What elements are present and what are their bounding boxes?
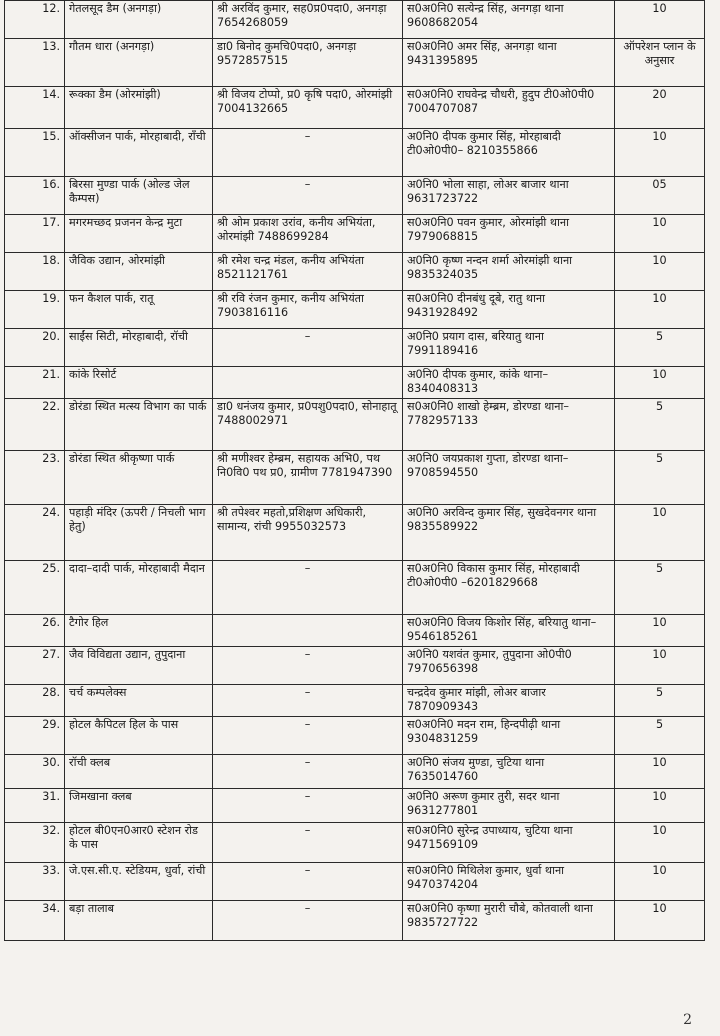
table-row	[5, 291, 705, 329]
force-count-cell: 10	[615, 615, 705, 647]
serial-number-cell: 25.	[5, 561, 65, 615]
force-count-cell: 10	[615, 215, 705, 253]
police-officer-cell: अ0नि0 अरविन्द कुमार सिंह, सुखदेवनगर थाना 9835589922	[403, 505, 615, 561]
place-cell: डोरंडा स्थित मत्स्य विभाग का पार्क	[65, 399, 213, 451]
magistrate-cell: श्री मणीश्वर हेम्ब्रम, सहायक अभि0, पथ नि0वि0 पथ प्र0, ग्रामीण 7781947390	[213, 451, 403, 505]
place-cell: पहाड़ी मंदिर (ऊपरी / निचली भाग हेतु)	[65, 505, 213, 561]
police-officer-cell: अ0नि0 जयप्रकाश गुप्ता, डोरण्डा थाना–9708594550	[403, 451, 615, 505]
place-cell: दादा–दादी पार्क, मोरहाबादी मैदान	[65, 561, 213, 615]
serial-number-cell: 19.	[5, 291, 65, 329]
place-cell: बिरसा मुण्डा पार्क (ओल्ड जेल कैम्पस)	[65, 177, 213, 215]
place-cell: कांके रिसोर्ट	[65, 367, 213, 399]
place-cell: जे.एस.सी.ए. स्टेडियम, धुर्वा, रांची	[65, 863, 213, 901]
serial-number-cell: 12.	[5, 1, 65, 39]
police-officer-cell: अ0नि0 दीपक कुमार सिंह, मोरहाबादी टी0ओ0पी0– 8210355866	[403, 129, 615, 177]
place-cell: जिमखाना क्लब	[65, 789, 213, 823]
police-officer-cell: अ0नि0 कृष्ण नन्दन शर्मा ओरमांझी थाना 9835324035	[403, 253, 615, 291]
magistrate-cell	[213, 615, 403, 647]
serial-number-cell: 22.	[5, 399, 65, 451]
serial-number-cell: 30.	[5, 755, 65, 789]
force-count-cell: 10	[615, 1, 705, 39]
police-officer-cell: स0अ0नि0 मिथिलेश कुमार, धुर्वा थाना 9470374204	[403, 863, 615, 901]
magistrate-cell: श्री ओम प्रकाश उरांव, कनीय अभियंता, ओरमांझी 7488699284	[213, 215, 403, 253]
magistrate-cell: –	[213, 901, 403, 941]
force-count-cell: 10	[615, 505, 705, 561]
serial-number-cell: 21.	[5, 367, 65, 399]
page-number: 2	[683, 1012, 692, 1028]
force-count-cell: 10	[615, 755, 705, 789]
table-row	[5, 39, 705, 87]
magistrate-cell: श्री विजय टोप्पो, प्र0 कृषि पदा0, ओरमांझी 7004132665	[213, 87, 403, 129]
table-row	[5, 329, 705, 367]
table-row	[5, 129, 705, 177]
force-count-cell: 10	[615, 863, 705, 901]
table-row	[5, 561, 705, 615]
place-cell: चर्च कम्पलेक्स	[65, 685, 213, 717]
force-count-cell: 10	[615, 291, 705, 329]
table-row	[5, 87, 705, 129]
serial-number-cell: 34.	[5, 901, 65, 941]
table-body	[5, 1, 705, 941]
place-cell: मगरमच्छद प्रजनन केन्द्र मुटा	[65, 215, 213, 253]
magistrate-cell: डा0 बिनोद कुमचि0पदा0, अनगड़ा 9572857515	[213, 39, 403, 87]
serial-number-cell: 29.	[5, 717, 65, 755]
magistrate-cell	[213, 367, 403, 399]
magistrate-cell: –	[213, 177, 403, 215]
table-row	[5, 615, 705, 647]
place-cell: होटल कैपिटल हिल के पास	[65, 717, 213, 755]
force-count-cell: 10	[615, 129, 705, 177]
magistrate-cell: –	[213, 717, 403, 755]
table-row	[5, 399, 705, 451]
police-officer-cell: अ0नि0 दीपक कुमार, कांके थाना–8340408313	[403, 367, 615, 399]
serial-number-cell: 14.	[5, 87, 65, 129]
serial-number-cell: 33.	[5, 863, 65, 901]
magistrate-cell: श्री रमेश चन्द्र मंडल, कनीय अभियंता 8521121761	[213, 253, 403, 291]
table-row	[5, 717, 705, 755]
serial-number-cell: 24.	[5, 505, 65, 561]
police-officer-cell: स0अ0नि0 कृष्णा मुरारी चौबे, कोतवाली थाना 9835727722	[403, 901, 615, 941]
magistrate-cell: –	[213, 755, 403, 789]
place-cell: गौतम धारा (अनगड़ा)	[65, 39, 213, 87]
police-officer-cell: स0अ0नि0 सत्येन्द्र सिंह, अनगड़ा थाना 9608682054	[403, 1, 615, 39]
magistrate-cell: –	[213, 823, 403, 863]
table-row	[5, 253, 705, 291]
serial-number-cell: 27.	[5, 647, 65, 685]
place-cell: टैगोर हिल	[65, 615, 213, 647]
table-row	[5, 685, 705, 717]
police-officer-cell: स0अ0नि0 सुरेन्द्र उपाध्याय, चुटिया थाना 9471569109	[403, 823, 615, 863]
police-officer-cell: अ0नि0 संजय मुण्डा, चुटिया थाना 7635014760	[403, 755, 615, 789]
force-count-cell: 10	[615, 367, 705, 399]
serial-number-cell: 18.	[5, 253, 65, 291]
table-row	[5, 863, 705, 901]
place-cell: फन कैशल पार्क, रातू	[65, 291, 213, 329]
deployment-table	[4, 0, 705, 941]
serial-number-cell: 16.	[5, 177, 65, 215]
place-cell: डोरंडा स्थित श्रीकृष्णा पार्क	[65, 451, 213, 505]
place-cell: होटल बी0एन0आर0 स्टेशन रोड के पास	[65, 823, 213, 863]
place-cell: जैविक उद्यान, ओरमांझी	[65, 253, 213, 291]
place-cell: गेतलसूद डैम (अनगड़ा)	[65, 1, 213, 39]
place-cell: बड़ा तालाब	[65, 901, 213, 941]
place-cell: जैव विविद्यता उद्यान, तुपुदाना	[65, 647, 213, 685]
magistrate-cell: –	[213, 129, 403, 177]
document-page	[4, 0, 707, 1012]
police-officer-cell: अ0नि0 यशवंत कुमार, तुपुदाना ओ0पी0 7970656398	[403, 647, 615, 685]
force-count-cell: 5	[615, 399, 705, 451]
serial-number-cell: 13.	[5, 39, 65, 87]
serial-number-cell: 26.	[5, 615, 65, 647]
magistrate-cell: –	[213, 329, 403, 367]
serial-number-cell: 32.	[5, 823, 65, 863]
place-cell: रॉची क्लब	[65, 755, 213, 789]
table-row	[5, 505, 705, 561]
table-row	[5, 215, 705, 253]
place-cell: साईंस सिटी, मोरहाबादी, रॉची	[65, 329, 213, 367]
police-officer-cell: स0अ0नि0 अमर सिंह, अनगड़ा थाना 9431395895	[403, 39, 615, 87]
police-officer-cell: स0अ0नि0 विजय किशोर सिंह, बरियातु थाना–9546185261	[403, 615, 615, 647]
police-officer-cell: अ0नि0 प्रयाग दास, बरियातु थाना 7991189416	[403, 329, 615, 367]
serial-number-cell: 23.	[5, 451, 65, 505]
magistrate-cell: –	[213, 561, 403, 615]
police-officer-cell: स0अ0नि0 दीनबंधु दूबे, रातु थाना 9431928492	[403, 291, 615, 329]
magistrate-cell: श्री रवि रंजन कुमार, कनीय अभियंता 7903816116	[213, 291, 403, 329]
force-count-cell: 20	[615, 87, 705, 129]
police-officer-cell: स0अ0नि0 पवन कुमार, ओरमांझी थाना 7979068815	[403, 215, 615, 253]
magistrate-cell: डा0 धनंजय कुमार, प्र0पशु0पदा0, सोनाहातू 7488002971	[213, 399, 403, 451]
magistrate-cell: श्री अरविंद कुमार, सह0प्र0पदा0, अनगड़ा 7654268059	[213, 1, 403, 39]
serial-number-cell: 31.	[5, 789, 65, 823]
police-officer-cell: अ0नि0 भोला साहा, लोअर बाजार थाना 9631723722	[403, 177, 615, 215]
force-count-cell: 10	[615, 647, 705, 685]
force-count-cell: 5	[615, 451, 705, 505]
police-officer-cell: स0अ0नि0 शाखो हेम्ब्रम, डोरण्डा थाना– 7782957133	[403, 399, 615, 451]
force-count-cell: 10	[615, 789, 705, 823]
force-count-cell: 10	[615, 253, 705, 291]
force-count-cell: 5	[615, 685, 705, 717]
place-cell: ऑक्सीजन पार्क, मोरहाबादी, राँची	[65, 129, 213, 177]
table-row	[5, 789, 705, 823]
police-officer-cell: स0अ0नि0 विकास कुमार सिंह, मोरहाबादी टी0ओ0पी0 –6201829668	[403, 561, 615, 615]
table-row	[5, 1, 705, 39]
police-officer-cell: स0अ0नि0 मदन राम, हिन्दपीढ़ी थाना 9304831259	[403, 717, 615, 755]
serial-number-cell: 28.	[5, 685, 65, 717]
magistrate-cell: –	[213, 863, 403, 901]
magistrate-cell: –	[213, 647, 403, 685]
table-row	[5, 823, 705, 863]
force-count-cell: 5	[615, 717, 705, 755]
table-row	[5, 177, 705, 215]
table-row	[5, 755, 705, 789]
table-row	[5, 367, 705, 399]
serial-number-cell: 17.	[5, 215, 65, 253]
police-officer-cell: स0अ0नि0 राघवेन्द्र चौधरी, हुदुप टी0ओ0पी0 7004707087	[403, 87, 615, 129]
serial-number-cell: 15.	[5, 129, 65, 177]
magistrate-cell: –	[213, 685, 403, 717]
table-row	[5, 647, 705, 685]
place-cell: रूक्का डैम (ओरमांझी)	[65, 87, 213, 129]
magistrate-cell: –	[213, 789, 403, 823]
force-count-cell: ऑपरेशन प्लान के अनुसार	[615, 39, 705, 87]
force-count-cell: 05	[615, 177, 705, 215]
force-count-cell: 10	[615, 901, 705, 941]
table-row	[5, 901, 705, 941]
serial-number-cell: 20.	[5, 329, 65, 367]
police-officer-cell: अ0नि0 अरूण कुमार तुरी, सदर थाना 9631277801	[403, 789, 615, 823]
magistrate-cell: श्री तपेश्वर महतो,प्रशिक्षण अधिकारी, सामान्य, रांची 9955032573	[213, 505, 403, 561]
force-count-cell: 5	[615, 561, 705, 615]
force-count-cell: 5	[615, 329, 705, 367]
table-row	[5, 451, 705, 505]
police-officer-cell: चन्द्रदेव कुमार मांझी, लोअर बाजार 7870909343	[403, 685, 615, 717]
force-count-cell: 10	[615, 823, 705, 863]
